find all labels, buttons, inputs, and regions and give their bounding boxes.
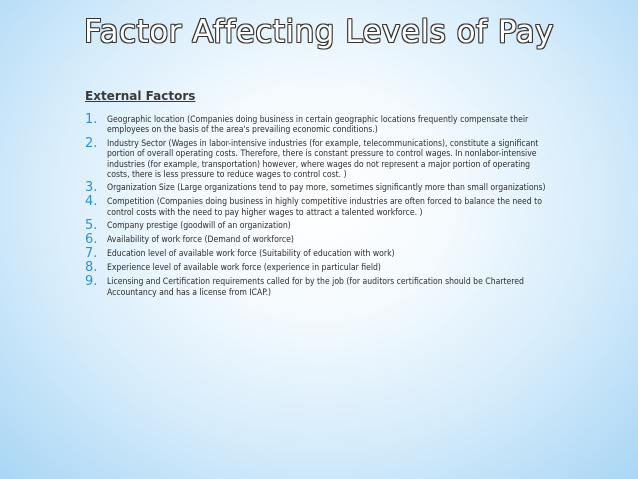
item-text: Licensing and Certification requirements called for by the job (for auditors certification should be Chartered Accountancy and has a license from ICAP.) [107, 277, 524, 298]
item-text: Availability of work force (Demand of workforce) [107, 235, 294, 246]
item-number: 6. [85, 232, 98, 248]
item-text: Competition (Companies doing business in highly competitive industries are often forced to balance the need to control costs with the need to pay higher wages to attract a talented workforce. ) [107, 197, 542, 218]
list-item [85, 248, 555, 260]
section-heading: External Factors [85, 89, 196, 103]
item-number: 4. [85, 194, 98, 210]
item-text: Organization Size (Large organizations tend to pay more, sometimes significantly more than small organizations) [107, 183, 546, 194]
list-item [85, 196, 555, 218]
item-number: 1. [85, 112, 98, 127]
item-text: Industry Sector (Wages in labor-intensive industries (for example, telecommunications), constitute a significant portion of overall operating costs. Therefore, there is constant pressure to control wages. In nonlabor-intensive industries (for example, transportation) however, where wages do not represent a major portion of operating costs, there is less pressure to reduce wages to control cost. ) [107, 138, 539, 181]
list-item [85, 220, 555, 232]
item-number: 3. [85, 180, 98, 196]
item-number: 8. [85, 260, 98, 276]
factor-list [85, 114, 555, 298]
item-text: Geographic location (Companies doing business in certain geographic locations frequently compensate their employees on the basis of the area's prevailing economic conditions.) [107, 115, 529, 136]
list-item [85, 276, 555, 298]
item-text: Education level of available work force (Suitability of education with work) [107, 249, 395, 260]
item-number: 5. [85, 218, 98, 234]
item-number: 9. [85, 274, 98, 290]
list-item [85, 114, 555, 136]
item-text: Company prestige (goodwill of an organization) [107, 221, 291, 232]
list-item [85, 262, 555, 274]
item-number: 2. [85, 135, 98, 151]
slide-title: Factor Affecting Levels of Pay [84, 14, 554, 50]
item-text: Experience level of available work force (experience in particular field) [107, 263, 381, 274]
list-item [85, 234, 555, 246]
list-item [85, 135, 555, 181]
item-number: 7. [85, 246, 98, 262]
slide-content [85, 89, 555, 300]
list-item [85, 182, 555, 194]
